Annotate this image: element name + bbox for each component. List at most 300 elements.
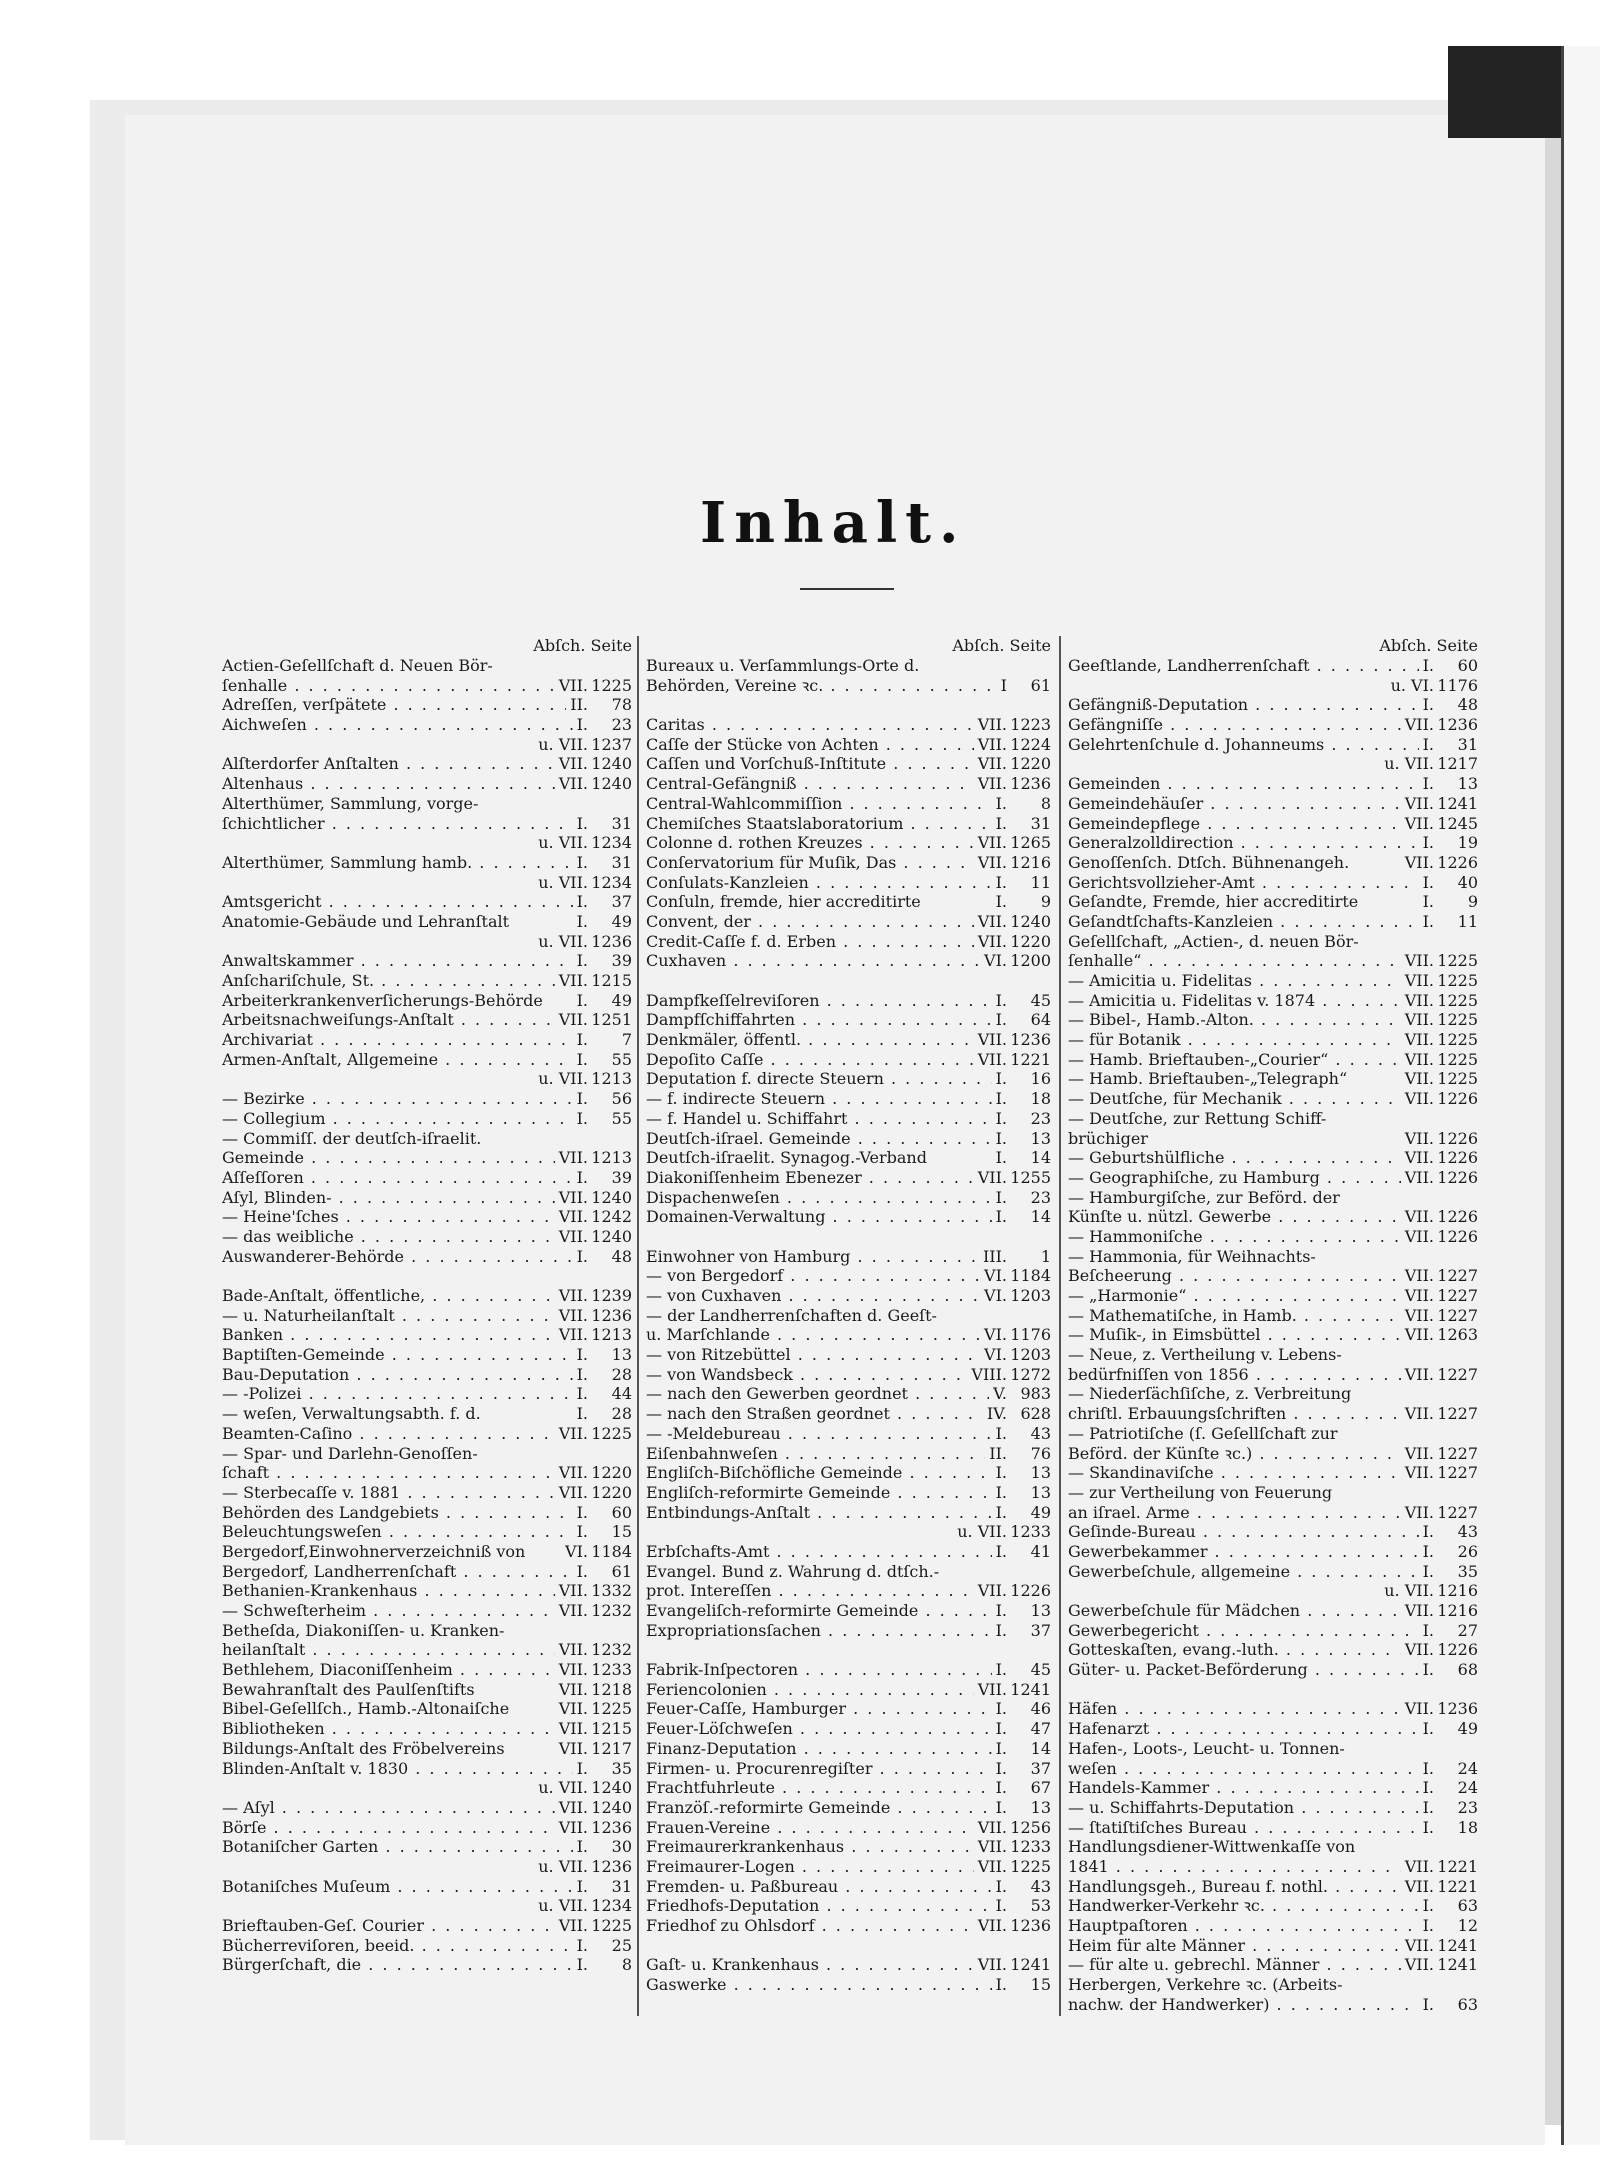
index-entry — [1068, 735, 1478, 755]
entry-section: VI. — [984, 1345, 1007, 1365]
entry-text: Alterthümer, Sammlung, vorge- — [222, 793, 479, 813]
entry-section: II. — [989, 1443, 1007, 1463]
index-entry — [1068, 1247, 1478, 1267]
index-entry — [222, 1896, 632, 1916]
entry-section: I. — [576, 813, 588, 833]
entry-text: Archivariat . . . — [222, 1030, 573, 1050]
entry-section: u. VII. — [1384, 754, 1434, 774]
entry-section: u. VII. — [957, 1522, 1007, 1542]
entry-section: VII. — [558, 1679, 588, 1699]
entry-text: — von Cuxhaven . . . — [646, 1286, 980, 1306]
entry-section: VII. — [1404, 1207, 1434, 1227]
index-entry — [1068, 774, 1478, 794]
bottom-margin — [0, 2145, 1600, 2177]
entry-text: Beleuchtungsweſen . . . — [222, 1522, 573, 1542]
entry-section: I. — [576, 1089, 588, 1109]
index-entry — [222, 892, 632, 912]
entry-text: Aſyl, Blinden- . . . — [222, 1188, 555, 1208]
entry-section: I. — [1422, 1778, 1434, 1798]
entry-page: 1225 — [591, 1916, 632, 1935]
page-title: Inhalt. — [700, 490, 967, 556]
index-entry — [1068, 1109, 1478, 1129]
index-entry — [1068, 1306, 1478, 1326]
index-entry — [1068, 1503, 1478, 1523]
entry-text: weſen . . . — [1068, 1759, 1419, 1779]
entry-text: — Schweſterheim . . . — [222, 1601, 555, 1621]
top-margin — [0, 0, 1600, 46]
entry-section: VII. — [558, 1482, 588, 1502]
entry-section: I. — [995, 1108, 1007, 1128]
entry-text: — Collegium . . . — [222, 1109, 573, 1129]
entry-section: VII. — [1404, 1069, 1434, 1089]
index-entry — [1068, 656, 1478, 676]
index-entry — [1068, 1542, 1478, 1562]
entry-section: I. — [995, 1423, 1007, 1443]
index-entry — [1068, 1010, 1478, 1030]
entry-text: Einwohner von Hamburg . . . — [646, 1247, 979, 1267]
index-entry — [222, 735, 632, 755]
section-gap — [646, 1640, 1051, 1660]
entry-page: 1233 — [1010, 1522, 1051, 1542]
index-entry — [1068, 1030, 1478, 1050]
entry-section: I. — [995, 1601, 1007, 1620]
index-entry — [1068, 1798, 1478, 1818]
entry-text: Handwerker-Verkehr ꝛc. . . . — [1068, 1896, 1419, 1916]
entry-section: III. — [982, 1246, 1007, 1266]
index-entry — [646, 1522, 1051, 1542]
entry-page: 1245 — [1437, 813, 1478, 833]
entry-section: VII. — [558, 754, 588, 774]
index-entry — [1068, 1089, 1478, 1109]
entry-page: 9 — [1467, 892, 1478, 912]
section-gap — [1068, 1680, 1478, 1700]
entry-text: Geeſtlande, Landherrenſchaft . . . — [1068, 656, 1419, 676]
entry-page: 48 — [1457, 695, 1478, 715]
entry-section: I. — [995, 1896, 1007, 1916]
index-entry — [222, 1069, 632, 1089]
index-entry — [646, 1975, 1051, 1995]
entry-page: 1220 — [591, 1482, 632, 1502]
entry-text: — Amicitia u. Fidelitas . . . — [1068, 971, 1401, 991]
entry-page: 1221 — [1437, 1856, 1478, 1876]
index-entry — [222, 1483, 632, 1503]
index-entry — [222, 1286, 632, 1306]
entry-section: I. — [995, 1463, 1007, 1483]
entry-text: Geſinde-Bureau . . . — [1068, 1522, 1419, 1542]
entry-page: 78 — [611, 695, 632, 715]
entry-section: I. — [576, 715, 588, 735]
entry-text: Dampfkeſſelreviſoren . . . — [646, 991, 992, 1011]
entry-text: Bau-Deputation . . . — [222, 1365, 573, 1385]
index-entry — [222, 1955, 632, 1975]
entry-text: Franzöſ.-reformirte Gemeinde . . . — [646, 1798, 992, 1818]
index-entry — [1068, 1719, 1478, 1739]
entry-text: — nach den Gewerben geordnet . . . — [646, 1384, 989, 1404]
entry-text: Bücherreviſoren, beeid. . . . — [222, 1936, 573, 1956]
entry-page: 31 — [1030, 813, 1051, 833]
entry-page: 43 — [1030, 1423, 1051, 1443]
entry-text: Erbſchafts-Amt . . . — [646, 1542, 992, 1562]
entry-page: 1213 — [591, 1069, 632, 1089]
entry-text: Actien-Geſellſchaft d. Neuen Bör- — [222, 656, 493, 675]
entry-page: 1227 — [1437, 1305, 1478, 1325]
entry-section: VI. — [984, 1325, 1007, 1345]
entry-text: ſchaft . . . — [222, 1463, 555, 1483]
index-entry — [646, 951, 1051, 971]
entry-text: Freimaurerkrankenhaus . . . — [646, 1837, 974, 1857]
index-entry — [222, 1207, 632, 1227]
entry-page: 1217 — [591, 1738, 632, 1758]
entry-page: 1236 — [591, 1305, 632, 1325]
entry-section: I. — [576, 1246, 588, 1266]
index-entry — [222, 1010, 632, 1030]
entry-section: VII. — [977, 1837, 1007, 1857]
entry-section: VII. — [558, 1187, 588, 1207]
index-entry — [1068, 1207, 1478, 1227]
entry-section: VII. — [977, 1581, 1007, 1601]
index-entry — [1068, 1404, 1478, 1424]
entry-section: VII. — [558, 1699, 588, 1719]
entry-section: I. — [1422, 656, 1434, 675]
index-entry — [646, 1109, 1051, 1129]
entry-page: 23 — [1457, 1797, 1478, 1817]
index-entry — [646, 1818, 1051, 1838]
index-entry — [646, 1955, 1051, 1975]
entry-text: Botaniſches Muſeum . . . — [222, 1877, 573, 1897]
entry-text: Handlungsgeh., Bureau f. nothl. . . . — [1068, 1877, 1401, 1897]
index-entry — [646, 873, 1051, 893]
index-entry — [222, 1699, 632, 1719]
entry-text: Blinden-Anſtalt v. 1830 . . . — [222, 1759, 573, 1779]
entry-page: 11 — [1457, 911, 1478, 931]
entry-page: 1263 — [1437, 1325, 1478, 1345]
entry-page: 60 — [1457, 656, 1478, 675]
entry-section: IV. — [986, 1404, 1007, 1424]
index-entry — [646, 794, 1051, 814]
index-entry — [222, 1030, 632, 1050]
index-entry — [222, 1365, 632, 1385]
index-entry — [1068, 833, 1478, 853]
entry-text: Generalzolldirection . . . — [1068, 833, 1419, 853]
entry-section: I. — [576, 1384, 588, 1404]
entry-page: 1225 — [1437, 1030, 1478, 1050]
entry-page: 46 — [1030, 1699, 1051, 1719]
entry-page: 18 — [1030, 1089, 1051, 1109]
entry-page: 1234 — [591, 1896, 632, 1916]
entry-page: 1220 — [1010, 754, 1051, 774]
entry-text: Gefängniß-Deputation . . . — [1068, 695, 1419, 715]
entry-page: 1227 — [1437, 1502, 1478, 1522]
index-entry — [222, 1148, 632, 1168]
entry-page: 67 — [1030, 1778, 1051, 1798]
entry-text: Dispachenweſen . . . — [646, 1188, 992, 1208]
index-entry — [222, 1522, 632, 1542]
index-entry — [1068, 971, 1478, 991]
entry-page: 1240 — [591, 1797, 632, 1817]
index-entry — [222, 1798, 632, 1818]
entry-text: Friedhofs-Deputation . . . — [646, 1896, 992, 1916]
entry-page: 1226 — [1437, 1207, 1478, 1227]
entry-page: 39 — [611, 1167, 632, 1187]
entry-text: Geſandte, Fremde, hier accreditirte — [1068, 892, 1359, 912]
entry-text: Credit-Caſſe f. d. Erben . . . — [646, 932, 974, 952]
index-entry — [1068, 1936, 1478, 1956]
entry-section: I. — [995, 1699, 1007, 1719]
entry-section: VII. — [558, 1207, 588, 1227]
entry-section: I. — [576, 1522, 588, 1542]
entry-page: 1241 — [1437, 1955, 1478, 1975]
entry-page: 14 — [1030, 1148, 1051, 1168]
entry-text: — das weibliche . . . — [222, 1227, 555, 1247]
entry-section: VII. — [1404, 1856, 1434, 1876]
paper-edge — [1545, 95, 1561, 2125]
entry-section: I. — [1422, 1719, 1434, 1739]
index-entry — [1068, 1778, 1478, 1798]
index-entry — [222, 715, 632, 735]
entry-text: heilanſtalt . . . — [222, 1640, 555, 1660]
index-column-3 — [1068, 636, 1478, 2014]
index-entry — [1068, 1266, 1478, 1286]
entry-page: 43 — [1457, 1522, 1478, 1542]
index-entry — [646, 1325, 1051, 1345]
entry-section: I. — [576, 990, 588, 1010]
entry-text: — für alte u. gebrechl. Männer . . . — [1068, 1955, 1401, 1975]
entry-page: 13 — [1030, 1797, 1051, 1817]
entry-page: 1272 — [1010, 1364, 1051, 1384]
entry-section: I. — [1422, 872, 1434, 892]
entry-page: 1226 — [1437, 852, 1478, 872]
entry-section: VII. — [977, 1955, 1007, 1975]
entry-page: 1227 — [1437, 1404, 1478, 1424]
index-entry — [222, 1542, 632, 1562]
entry-page: 41 — [1030, 1541, 1051, 1561]
entry-text: — Patriotiſche (ſ. Geſellſchaft zur — [1068, 1423, 1338, 1443]
entry-section: VII. — [558, 1660, 588, 1680]
index-entry — [222, 1562, 632, 1582]
entry-section: I. — [995, 813, 1007, 833]
entry-text: Depoſito Caſſe . . . — [646, 1050, 974, 1070]
entry-section: VII. — [558, 1305, 588, 1325]
index-entry — [646, 1581, 1051, 1601]
entry-section: VII. — [1404, 852, 1434, 872]
entry-text: Caſſen und Vorſchuß-Inſtitute . . . — [646, 754, 974, 774]
entry-section: II. — [570, 695, 588, 715]
entry-section: I. — [576, 1837, 588, 1857]
entry-page: 39 — [611, 951, 632, 971]
entry-section: I. — [995, 1148, 1007, 1168]
entry-text: Handlungsdiener-Wittwenkaſſe von — [1068, 1837, 1356, 1857]
index-entry — [1068, 1444, 1478, 1464]
entry-text: Central-Gefängniß . . . — [646, 774, 974, 794]
entry-page: 1227 — [1437, 1443, 1478, 1463]
entry-section: VII. — [1404, 1699, 1434, 1719]
index-entry — [646, 1286, 1051, 1306]
index-entry — [222, 991, 632, 1011]
entry-page: 44 — [611, 1384, 632, 1404]
entry-section: VI. — [565, 1541, 588, 1561]
entry-text: — Hammonia, für Weihnachts- — [1068, 1246, 1316, 1266]
entry-section: VII. — [558, 675, 588, 695]
entry-section: I. — [995, 1010, 1007, 1030]
entry-page: 1227 — [1437, 1266, 1478, 1286]
index-entry — [222, 1857, 632, 1877]
entry-text: — u. Schiffahrts-Deputation . . . — [1068, 1798, 1419, 1818]
entry-page: 35 — [611, 1758, 632, 1778]
index-entry — [1068, 853, 1478, 873]
index-entry — [222, 1463, 632, 1483]
entry-page: 1240 — [591, 774, 632, 794]
column-header: Abſch. Seite — [952, 636, 1051, 655]
entry-section: VII. — [977, 774, 1007, 794]
entry-section: I. — [1422, 833, 1434, 853]
index-entry — [1068, 1129, 1478, 1149]
index-entry — [222, 1759, 632, 1779]
index-entry — [222, 676, 632, 696]
index-entry — [646, 656, 1051, 676]
entry-text: Betheſda, Diakoniſſen- u. Kranken- — [222, 1620, 505, 1640]
index-entry — [222, 1306, 632, 1326]
index-entry — [1068, 1522, 1478, 1542]
entry-page: 1225 — [591, 675, 632, 695]
entry-page: 1242 — [591, 1207, 632, 1227]
entry-text: — der Landherrenſchaften d. Geeſt- — [646, 1305, 937, 1325]
entry-page: 1234 — [591, 872, 632, 892]
entry-text: — Deutſche, zur Rettung Schiff- — [1068, 1108, 1327, 1128]
entry-section: I. — [995, 892, 1007, 912]
entry-section: I. — [995, 1207, 1007, 1227]
entry-text: — Hamb. Brieftauben-„Courier“ . . . — [1068, 1050, 1401, 1070]
section-gap — [646, 971, 1051, 991]
entry-text: Adreſſen, verſpätete . . . — [222, 695, 566, 715]
index-entry — [646, 1739, 1051, 1759]
entry-text: Amtsgericht . . . — [222, 892, 573, 912]
entry-section: VI. — [984, 951, 1007, 971]
entry-text: Altenhaus . . . — [222, 774, 555, 794]
entry-section: VII. — [558, 1601, 588, 1620]
entry-page: 1221 — [1437, 1876, 1478, 1896]
entry-page: 1226 — [1010, 1581, 1051, 1601]
entry-page: 53 — [1030, 1896, 1051, 1916]
index-entry — [1068, 814, 1478, 834]
index-entry — [646, 1877, 1051, 1897]
entry-page: 40 — [1457, 872, 1478, 892]
index-entry — [222, 1601, 632, 1621]
index-entry — [222, 1050, 632, 1070]
entry-page: 7 — [621, 1030, 632, 1050]
index-entry — [646, 1424, 1051, 1444]
entry-page: 25 — [611, 1935, 632, 1955]
entry-text: Bethlehem, Diaconiſſenheim . . . — [222, 1660, 555, 1680]
entry-page: 61 — [611, 1561, 632, 1581]
index-entry — [646, 735, 1051, 755]
entry-page: 1226 — [1437, 1148, 1478, 1168]
index-entry — [1068, 1463, 1478, 1483]
entry-text: Domainen-Verwaltung . . . — [646, 1207, 992, 1227]
index-entry — [222, 1877, 632, 1897]
entry-page: 63 — [1457, 1994, 1478, 2014]
index-entry — [646, 1916, 1051, 1936]
entry-section: u. VII. — [538, 734, 588, 754]
index-entry — [222, 1227, 632, 1247]
index-entry — [1068, 794, 1478, 814]
entry-page: 1265 — [1010, 833, 1051, 853]
entry-page: 31 — [611, 852, 632, 872]
index-entry — [222, 1247, 632, 1267]
entry-section: I. — [1422, 1561, 1434, 1581]
entry-section: I. — [576, 911, 588, 931]
entry-text: Gaswerke . . . — [646, 1975, 992, 1995]
entry-page: 1256 — [1010, 1817, 1051, 1837]
entry-section: I. — [576, 1935, 588, 1955]
entry-page: 1241 — [1010, 1955, 1051, 1975]
entry-section: I. — [1422, 1660, 1434, 1680]
entry-section: VII. — [1404, 1128, 1434, 1148]
index-entry — [1068, 1227, 1478, 1247]
entry-page: 1225 — [1437, 951, 1478, 971]
entry-text: Bibliotheken . . . — [222, 1719, 555, 1739]
index-entry — [646, 912, 1051, 932]
entry-page: 12 — [1457, 1916, 1478, 1935]
entry-page: 1236 — [1010, 774, 1051, 794]
entry-text: Gaſt- u. Krankenhaus . . . — [646, 1955, 974, 1975]
entry-section: VII. — [1404, 1148, 1434, 1168]
entry-section: VII. — [1404, 1876, 1434, 1896]
index-entry — [222, 971, 632, 991]
index-entry — [646, 1345, 1051, 1365]
entry-section: VII. — [1404, 1935, 1434, 1955]
index-entry — [1068, 1581, 1478, 1601]
index-entry — [646, 1562, 1051, 1582]
entry-text: Bildungs-Anſtalt des Fröbelvereins — [222, 1738, 505, 1758]
entry-section: VII. — [558, 1148, 588, 1168]
entry-text: Auswanderer-Behörde . . . — [222, 1247, 573, 1267]
entry-text: — f. indirecte Steuern . . . — [646, 1089, 992, 1109]
entry-section: u. VII. — [538, 1778, 588, 1798]
entry-page: 1216 — [1010, 852, 1051, 872]
entry-text: chriſtl. Erbauungsſchriften . . . — [1068, 1404, 1401, 1424]
entry-section: I. — [995, 1502, 1007, 1522]
entry-page: 63 — [1457, 1896, 1478, 1916]
index-entry — [222, 1837, 632, 1857]
entry-section: I. — [576, 1108, 588, 1128]
entry-page: 55 — [611, 1108, 632, 1128]
entry-section: u. VII. — [538, 833, 588, 853]
column-divider — [1059, 636, 1061, 2016]
index-entry — [646, 1089, 1051, 1109]
entry-section: VII. — [977, 754, 1007, 774]
entry-text: Conſuln, fremde, hier accreditirte — [646, 892, 921, 912]
index-entry — [646, 1384, 1051, 1404]
entry-text: Genoſſenſch. Dtſch. Bühnenangeh. — [1068, 852, 1350, 872]
entry-page: 1226 — [1437, 1128, 1478, 1148]
entry-text: Gotteskaſten, evang.-luth. . . . — [1068, 1640, 1401, 1660]
entry-text: Güter- u. Packet-Beförderung . . . — [1068, 1660, 1419, 1680]
entry-text: — f. Handel u. Schiffahrt . . . — [646, 1109, 992, 1129]
index-entry — [1068, 1640, 1478, 1660]
entry-text: Conſulats-Kanzleien . . . — [646, 873, 992, 893]
entry-page: 15 — [1030, 1975, 1051, 1995]
entry-page: 31 — [1457, 734, 1478, 754]
entry-page: 1176 — [1010, 1325, 1051, 1345]
index-entry — [646, 715, 1051, 735]
entry-text: — Commiſſ. der deutſch-iſraelit. — [222, 1128, 482, 1148]
left-margin-strip — [0, 46, 78, 2177]
entry-page: 37 — [611, 892, 632, 912]
entry-page: 1221 — [1010, 1049, 1051, 1069]
entry-text: Bergedorf, Landherrenſchaft . . . — [222, 1562, 573, 1582]
entry-section: VII. — [977, 734, 1007, 754]
index-entry — [646, 853, 1051, 873]
